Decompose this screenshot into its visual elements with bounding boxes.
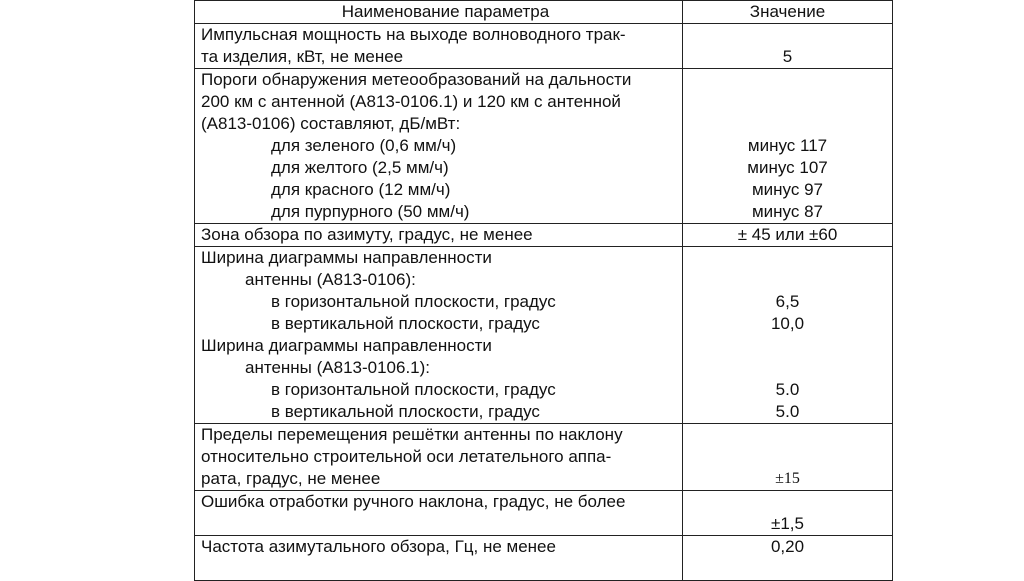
param-text: 200 км с антенной (А813-0106.1) и 120 км с антенной <box>201 92 621 111</box>
param-text: Импульсная мощность на выходе волноводного трак- <box>201 25 626 44</box>
sub-param-label: в горизонтальной плоскости, градус <box>271 292 556 311</box>
param-text: Пределы перемещения решётки антенны по наклону <box>201 425 623 444</box>
param-text: Частота азимутального обзора, Гц, не менее <box>201 537 556 556</box>
sub-param-label: в вертикальной плоскости, градус <box>271 314 540 333</box>
value-text: минус 107 <box>747 158 828 177</box>
param-cell <box>195 491 683 536</box>
param-cell <box>195 424 683 491</box>
value-text: 5 <box>782 47 793 66</box>
param-text: Ширина диаграммы направленности <box>201 336 492 355</box>
param-cell <box>195 69 683 224</box>
table-header-row <box>195 1 893 24</box>
param-text: антенны (А813-0106.1): <box>245 358 431 377</box>
value-text: минус 87 <box>751 202 823 221</box>
param-text: относительно строительной оси летательного аппа- <box>201 447 612 466</box>
value-column-header: Значение <box>683 1 893 24</box>
value-text: 5.0 <box>775 380 800 399</box>
param-text: (А813-0106) составляют, дБ/мВт: <box>201 114 461 133</box>
param-text: Пороги обнаружения метеообразований на дальности <box>201 70 632 89</box>
table-row-manual-error <box>195 491 893 536</box>
value-text: 0,20 <box>770 537 805 556</box>
value-cell <box>683 424 893 491</box>
value-text: 5.0 <box>775 402 800 421</box>
value-text: минус 117 <box>747 136 828 155</box>
value-cell <box>683 69 893 224</box>
value-text: 10,0 <box>770 314 805 333</box>
param-cell <box>195 224 683 247</box>
table-row-zone <box>195 224 893 247</box>
sub-param-label: в горизонтальной плоскости, градус <box>271 380 556 399</box>
param-text: Ошибка отработки ручного наклона, градус, не более <box>201 492 626 511</box>
value-text: 6,5 <box>775 292 800 311</box>
value-cell <box>683 224 893 247</box>
value-cell <box>683 24 893 69</box>
value-text: ±15 <box>775 470 800 487</box>
parameters-table <box>194 0 893 581</box>
table-row-beamwidth <box>195 247 893 424</box>
param-cell <box>195 247 683 424</box>
param-text: рата, градус, не менее <box>201 469 381 488</box>
table-row-tilt-range <box>195 424 893 491</box>
param-cell <box>195 24 683 69</box>
param-text: та изделия, кВт, не менее <box>201 47 404 66</box>
value-text: ±1,5 <box>771 514 804 533</box>
sub-param-label: для зеленого (0,6 мм/ч) <box>271 136 457 155</box>
value-text: минус 97 <box>751 180 823 199</box>
sub-param-label: для пурпурного (50 мм/ч) <box>271 202 470 221</box>
value-text: ± 45 или ±60 <box>737 225 838 244</box>
sub-param-label: для красного (12 мм/ч) <box>271 180 451 199</box>
value-cell <box>683 247 893 424</box>
param-column-header: Наименование параметра <box>195 1 683 24</box>
value-cell <box>683 491 893 536</box>
table-row-thresholds <box>195 69 893 224</box>
param-text: Ширина диаграммы направленности <box>201 248 492 267</box>
sub-param-label: в вертикальной плоскости, градус <box>271 402 540 421</box>
param-text: антенны (А813-0106): <box>245 270 416 289</box>
table-row-power <box>195 24 893 69</box>
sub-param-label: для желтого (2,5 мм/ч) <box>271 158 449 177</box>
param-text: Зона обзора по азимуту, градус, не менее <box>201 225 533 244</box>
